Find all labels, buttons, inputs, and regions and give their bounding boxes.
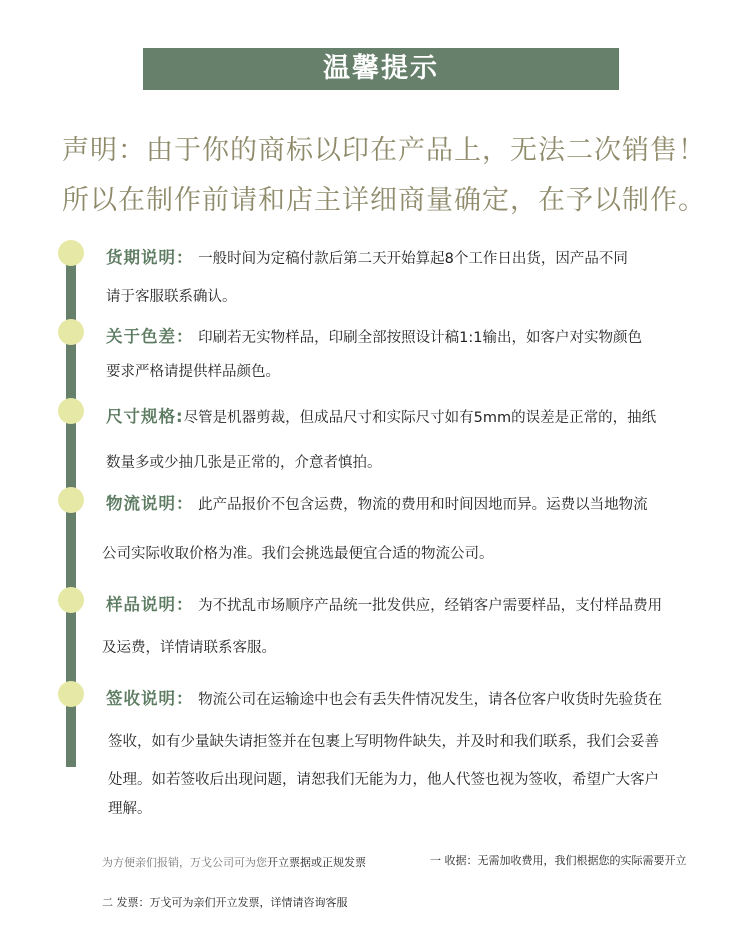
timeline-dot xyxy=(58,587,84,613)
item-logistics-line-2: 公司实际收取价格为准。我们会挑选最便宜合适的物流公司。 xyxy=(102,546,494,562)
item-color-label: 关于色差： xyxy=(106,327,194,346)
timeline-dot xyxy=(58,487,84,513)
footer-note-dark: 开立票据或正规发票 xyxy=(267,856,366,869)
item-logistics-text: 此产品报价不包含运费，物流的费用和时间因地而异。运费以当地物流 xyxy=(198,497,648,513)
footer-item-receipt: 一 收据：无需加收费用，我们根据您的实际需要开立 xyxy=(430,854,687,867)
item-color-line-1 xyxy=(106,323,642,347)
item-color-text: 印刷若无实物样品，印刷全部按照设计稿1:1输出，如客户对实物颜色 xyxy=(198,330,642,346)
item-size-line-1 xyxy=(106,403,656,427)
declaration-line-2: 所以在制作前请和店主详细商量确定，在予以制作。 xyxy=(62,185,706,216)
footer-note-grey: 为方便亲们报销，万戈公司可为您 xyxy=(102,856,267,869)
item-delivery-label: 货期说明： xyxy=(106,248,194,267)
footer-note xyxy=(102,854,366,870)
timeline-dot xyxy=(58,240,84,266)
item-receipt-line-3: 处理。如若签收后出现问题，请恕我们无能为力，他人代签也视为签收，希望广大客户 xyxy=(108,772,659,788)
item-receipt-line-2: 签收，如有少量缺失请拒签并在包裹上写明物件缺失，并及时和我们联系，我们会妥善 xyxy=(108,734,659,750)
item-logistics-label: 物流说明： xyxy=(106,494,194,513)
footer-item-invoice: 二 发票：万戈可为亲们开立发票，详情请咨询客服 xyxy=(102,896,348,909)
item-sample-line-2: 及运费，详情请联系客服。 xyxy=(102,640,276,656)
item-receipt-text: 物流公司在运输途中也会有丢失件情况发生，请各位客户收货时先验货在 xyxy=(198,692,663,708)
item-sample-text: 为不扰乱市场顺序产品统一批发供应，经销客户需要样品，支付样品费用 xyxy=(198,598,663,614)
timeline-dot xyxy=(58,681,84,707)
item-sample-line-1 xyxy=(106,591,662,615)
item-receipt-line-1 xyxy=(106,685,662,709)
item-receipt-label: 签收说明： xyxy=(106,689,194,708)
item-receipt-line-4: 理解。 xyxy=(108,801,152,817)
item-size-line-2: 数量多或少抽几张是正常的，介意者慎拍。 xyxy=(106,455,382,471)
item-delivery-line-1 xyxy=(106,244,628,268)
item-size-label: 尺寸规格: xyxy=(106,407,184,426)
item-delivery-text: 一般时间为定稿付款后第二天开始算起8个工作日出货，因产品不同 xyxy=(198,251,628,267)
timeline-dot xyxy=(58,398,84,424)
item-sample-label: 样品说明： xyxy=(106,595,194,614)
item-size-text: 尽管是机器剪裁，但成品尺寸和实际尺寸如有5mm的误差是正常的，抽纸 xyxy=(183,410,657,426)
item-delivery-line-2: 请于客服联系确认。 xyxy=(106,289,237,305)
item-logistics-line-1 xyxy=(106,490,648,514)
item-color-line-2: 要求严格请提供样品颜色。 xyxy=(106,364,280,380)
banner-title: 温馨提示 xyxy=(143,48,619,90)
declaration-line-1: 声明：由于你的商标以印在产品上，无法二次销售！ xyxy=(62,135,706,166)
timeline-dot xyxy=(58,319,84,345)
